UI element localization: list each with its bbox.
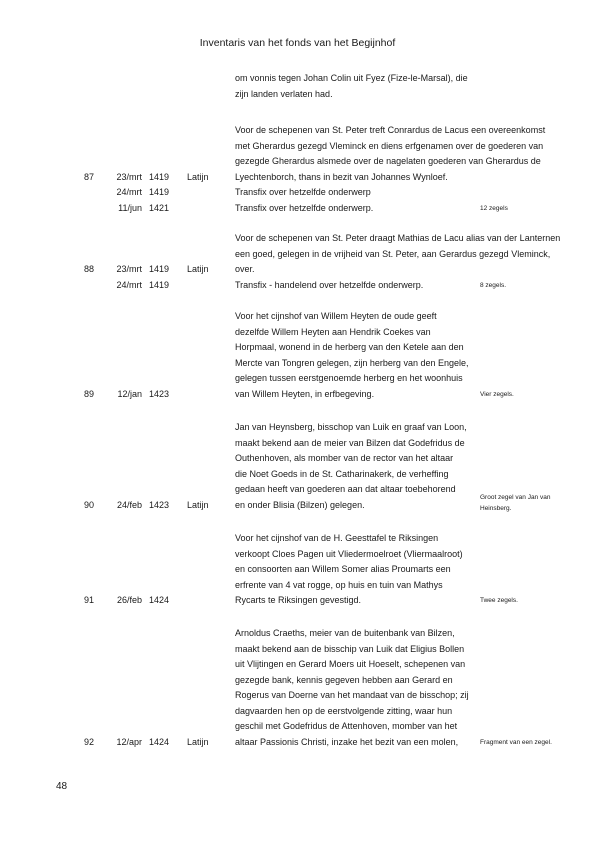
entry-text-line: een goed, gelegen in de vrijheid van St. Peter, aan Gerardus gezegd Vleminck, xyxy=(235,248,551,259)
entry-text-line: dezelfde Willem Heyten aan Hendrik Coekes van xyxy=(235,326,431,337)
entry-number: 90 xyxy=(83,499,94,510)
entry-seal-note: Groot zegel van Jan van xyxy=(480,493,551,501)
entry-language: Latijn xyxy=(187,264,209,274)
entry-text-line: over. xyxy=(235,264,255,274)
entry-text-line: Mercte van Tongren gelegen, zijn herberg van den Engele, xyxy=(235,357,469,368)
entry-text-line: en consoorten aan Willem Somer alias Proumarts een xyxy=(235,564,451,574)
entry-date: 24/feb xyxy=(116,499,142,510)
entry-seal-note: 12 zegels xyxy=(480,204,508,212)
entry-seal-note: Fragment van een zegel. xyxy=(480,738,552,746)
entry-year: 1423 xyxy=(149,499,170,510)
entry-year: 1419 xyxy=(149,187,170,197)
entry-text-line: om vonnis tegen Johan Colin uit Fyez (Fize-le-Marsal), die xyxy=(235,73,468,83)
entry-seal-note: Vier zegels. xyxy=(480,390,514,398)
entry-text-line: Voor het cijnshof van Willem Heyten de oude geeft xyxy=(235,311,437,321)
entry-text-line: Voor het cijnshof van de H. Geesttafel te Riksingen xyxy=(235,533,439,543)
entry-text-line: Rogerus van Doerne van het mandaat van de bisschop; zij xyxy=(235,690,469,700)
entry-language: Latijn xyxy=(187,171,209,182)
entry-date: 23/mrt xyxy=(116,264,142,274)
entry-text-line: verkoopt Cloes Pagen uit Vliedermoelroet (Vliermaalroot) xyxy=(235,548,463,559)
entry-text-line: Outhenhoven, als momber van de rector van het altaar xyxy=(235,453,454,463)
entry-number: 87 xyxy=(83,171,94,182)
entry-text-line: Lyechtenborch, thans in bezit van Johannes Wynloef. xyxy=(235,171,448,182)
entry-text-line: maakt bekend aan de meier van Bilzen dat Godefridus de xyxy=(235,437,465,448)
entry-text-line: Horpmaal, wonend in de herberg van den Ketele aan den xyxy=(235,342,464,352)
entry-date: 24/mrt xyxy=(116,187,142,197)
entry-text-line: Rycarts te Riksingen gevestigd. xyxy=(235,595,362,605)
entry-year: 1421 xyxy=(149,202,170,213)
entry-text-line: met Gherardus gezegd Vleminck en diens erfgenamen over de goederen van xyxy=(235,140,544,151)
entry-text-line: altaar Passionis Christi, inzake het bezit van een molen, xyxy=(235,736,459,747)
entry-text-line: uit Vlijtingen en Gerard Moers uit Hoeselt, schepenen van xyxy=(235,659,466,669)
entry-text-line: en onder Blisia (Bilzen) gelegen. xyxy=(235,499,365,510)
entry-text-line: gelegen tussen eerstgenoemde herberg en het woonhuis xyxy=(235,373,463,383)
entry-text-line: gezegde Gherardus alsmede over de nagelaten goederen van Gherardus de xyxy=(235,156,541,166)
entry-text-line: zijn landen verlaten had. xyxy=(235,88,333,99)
entry-date: 12/jan xyxy=(117,388,142,399)
entry-text-line: maakt bekend aan de bisschip van Luik dat Eligius Bollen xyxy=(235,643,465,654)
entry-year: 1424 xyxy=(149,736,170,747)
entry-text-line: Arnoldus Craeths, meier van de buitenbank van Bilzen, xyxy=(235,628,455,638)
entry-date: 11/jun xyxy=(118,202,142,213)
entry-text-line: die Noet Goeds in de St. Catharinakerk, de verheffing xyxy=(235,468,449,479)
entry-text-line: Transfix over hetzelfde onderwerp xyxy=(235,187,371,197)
entry-number: 92 xyxy=(83,736,94,747)
entry-year: 1419 xyxy=(149,264,170,274)
page-header-title: Inventaris van het fonds van het Begijnhof xyxy=(199,37,396,49)
entry-number: 91 xyxy=(83,595,94,605)
page-number: 48 xyxy=(56,781,68,792)
entry-text-line: erfrente van 4 vat rogge, op huis en tuin van Mathys xyxy=(235,579,443,590)
entry-year: 1423 xyxy=(149,388,170,399)
entry-language: Latijn xyxy=(187,499,209,510)
entry-year: 1424 xyxy=(149,595,170,605)
entry-text-line: geschil met Godefridus de Attenhoven, momber van het xyxy=(235,721,458,731)
entry-text-line: Jan van Heynsberg, bisschop van Luik en graaf van Loon, xyxy=(235,422,467,432)
entry-text-line: gedaan heeft van goederen aan dat altaar toebehorend xyxy=(235,484,456,494)
entry-text-line: Voor de schepenen van St. Peter treft Conrardus de Lacus een overeenkomst xyxy=(235,125,546,135)
entry-language: Latijn xyxy=(187,736,209,747)
entry-text-line: Voor de schepenen van St. Peter draagt Mathias de Lacu alias van der Lanternen xyxy=(235,233,561,243)
entry-seal-note: 8 zegels. xyxy=(480,281,507,289)
entry-number: 88 xyxy=(83,264,94,274)
entry-date: 26/feb xyxy=(116,595,142,605)
entry-year: 1419 xyxy=(149,171,170,182)
entry-seal-note: Twee zegels. xyxy=(480,597,518,604)
entry-date: 23/mrt xyxy=(116,171,142,182)
entry-text-line: dagvaarden hen op de eerstvolgende zitting, waar hun xyxy=(235,705,453,716)
entry-date: 24/mrt xyxy=(116,279,142,290)
entry-text-line: Transfix - handelend over hetzelfde onderwerp. xyxy=(235,279,424,290)
entry-date: 12/apr xyxy=(116,736,142,747)
entry-text-line: Transfix over hetzelfde onderwerp. xyxy=(235,202,374,213)
entry-year: 1419 xyxy=(149,279,170,290)
entry-seal-note: Heinsberg. xyxy=(480,504,512,512)
entry-number: 89 xyxy=(83,388,94,399)
entry-text-line: van Willem Heyten, in erfbegeving. xyxy=(235,388,375,399)
entry-text-line: gezegde bank, kennis gegeven hebben aan Gerard en xyxy=(235,674,453,685)
